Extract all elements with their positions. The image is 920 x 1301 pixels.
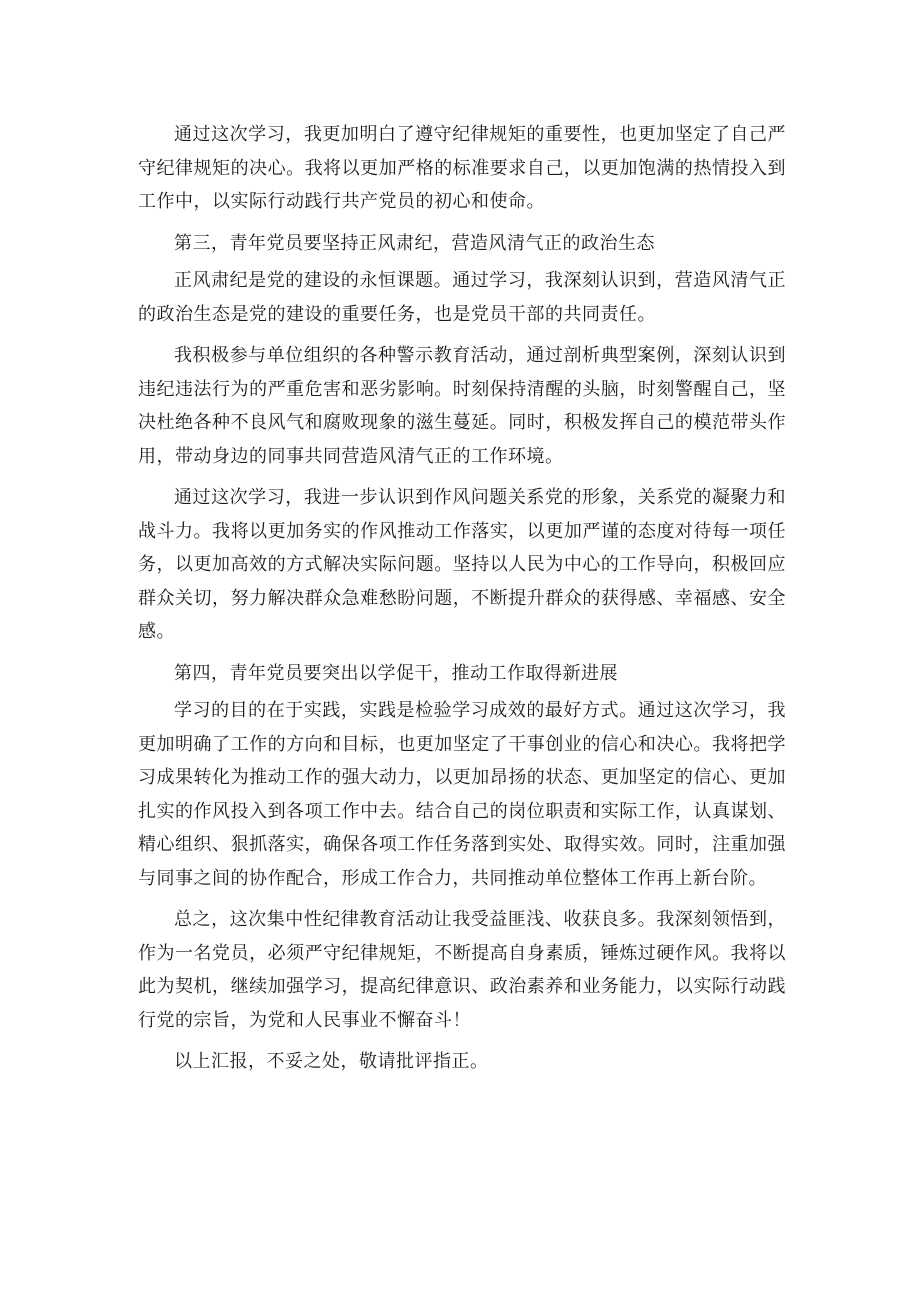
paragraph-practice: 学习的目的在于实践，实践是检验学习成效的最好方式。通过这次学习，我更加明确了工作的方向和目标，也更加坚定了干事创业的信心和决心。我将把学习成果转化为推动工作的强大动力，以更加昂扬的状态、更加坚定的信心、更加扎实的作风投入到各项工作中去。结合自己的岗位职责和实际工作，认真谋划、精心组织、狠抓落实，确保各项工作任务落到实处、取得实效。同时，注重加强与同事之间的协作配合，形成工作合力，共同推动单位整体工作再上新台阶。 — [138, 700, 786, 889]
document-body — [138, 118, 786, 1087]
paragraph-closing: 以上汇报，不妥之处，敬请批评指正。 — [174, 1051, 489, 1072]
paragraph-work-style: 通过这次学习，我进一步认识到作风问题关系党的形象，关系党的凝聚力和战斗力。我将以更加务实的作风推动工作落实，以更加严谨的态度对待每一项任务，以更加高效的方式解决实际问题。坚持以人民为中心的工作导向，积极回应群众关切，努力解决群众急难愁盼问题，不断提升群众的获得感、幸福感、安全感。 — [138, 487, 786, 642]
section-heading-third: 第三，青年党员要坚持正风肃纪，营造风清气正的政治生态 — [174, 232, 655, 254]
paragraph-warning-education: 我积极参与单位组织的各种警示教育活动，通过剖析典型案例，深刻认识到违纪违法行为的严重危害和恶劣影响。时刻保持清醒的头脑，时刻警醒自己，坚决杜绝各种不良风气和腐败现象的滋生蔓延。同时，积极发挥自己的模范带头作用，带动身边的同事共同营造风清气正的工作环境。 — [138, 345, 786, 467]
section-heading-fourth: 第四，青年党员要突出以学促干，推动工作取得新进展 — [174, 662, 618, 684]
paragraph-discipline-intro: 正风肃纪是党的建设的永恒课题。通过学习，我深刻认识到，营造风清气正的政治生态是党的建设的重要任务，也是党员干部的共同责任。 — [138, 270, 786, 325]
paragraph-study-conclusion: 通过这次学习，我更加明白了遵守纪律规矩的重要性，也更加坚定了自己严守纪律规矩的决心。我将以更加严格的标准要求自己，以更加饱满的热情投入到工作中，以实际行动践行共产党员的初心和使命。 — [138, 124, 786, 212]
paragraph-summary: 总之，这次集中性纪律教育活动让我受益匪浅、收获良多。我深刻领悟到，作为一名党员，必须严守纪律规矩，不断提高自身素质，锤炼过硬作风。我将以此为契机，继续加强学习，提高纪律意识、政治素养和业务能力，以实际行动践行党的宗旨，为党和人民事业不懈奋斗！ — [138, 909, 786, 1031]
